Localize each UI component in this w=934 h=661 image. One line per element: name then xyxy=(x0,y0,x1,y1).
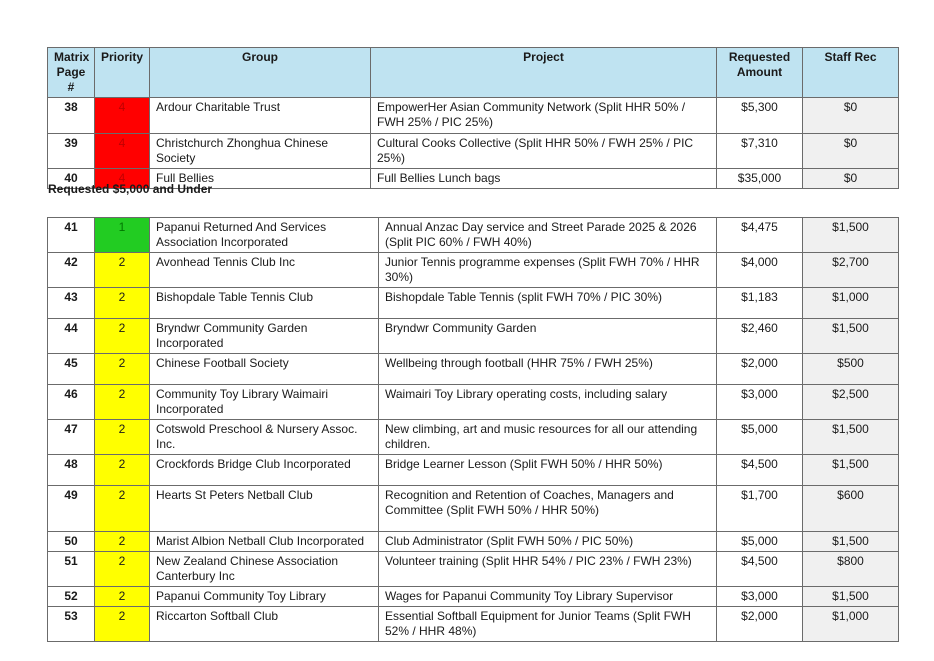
requested-amount-cell: $3,000 xyxy=(717,587,803,607)
group-cell: Crockfords Bridge Club Incorporated xyxy=(150,455,379,486)
table-row xyxy=(48,455,899,486)
table-row xyxy=(48,607,899,642)
project-cell: Volunteer training (Split HHR 54% / PIC 23% / FWH 23%) xyxy=(379,552,717,587)
table-row xyxy=(48,532,899,552)
table-row xyxy=(48,134,899,169)
priority-cell: 4 xyxy=(95,169,150,189)
table-row xyxy=(48,288,899,319)
matrix-page-cell: 41 xyxy=(48,218,95,253)
staff-rec-cell: $2,700 xyxy=(803,253,899,288)
priority-cell: 1 xyxy=(95,218,150,253)
priority-cell: 2 xyxy=(95,552,150,587)
project-cell: Bryndwr Community Garden xyxy=(379,319,717,354)
staff-rec-cell: $1,000 xyxy=(803,607,899,642)
table-row xyxy=(48,319,899,354)
matrix-page-cell: 52 xyxy=(48,587,95,607)
matrix-page-cell: 39 xyxy=(48,134,95,169)
project-cell: EmpowerHer Asian Community Network (Split HHR 50% / FWH 25% / PIC 25%) xyxy=(371,98,717,134)
header-staff-rec: Staff Rec xyxy=(803,48,899,98)
table-row xyxy=(48,552,899,587)
priority-cell: 4 xyxy=(95,134,150,169)
priority-cell: 2 xyxy=(95,354,150,385)
matrix-page-cell: 51 xyxy=(48,552,95,587)
staff-rec-cell: $600 xyxy=(803,486,899,532)
priority-cell: 2 xyxy=(95,420,150,455)
funding-table-over-5000 xyxy=(47,47,899,189)
requested-amount-cell: $4,475 xyxy=(717,218,803,253)
project-cell: Recognition and Retention of Coaches, Managers and Committee (Split FWH 50% / HHR 50%) xyxy=(379,486,717,532)
staff-rec-cell: $1,500 xyxy=(803,218,899,253)
project-cell: Waimairi Toy Library operating costs, including salary xyxy=(379,385,717,420)
project-cell: Annual Anzac Day service and Street Parade 2025 & 2026 (Split PIC 60% / FWH 40%) xyxy=(379,218,717,253)
requested-amount-cell: $7,310 xyxy=(717,134,803,169)
staff-rec-cell: $500 xyxy=(803,354,899,385)
project-cell: New climbing, art and music resources for all our attending children. xyxy=(379,420,717,455)
requested-amount-cell: $3,000 xyxy=(717,385,803,420)
table-row xyxy=(48,253,899,288)
group-cell: Riccarton Softball Club xyxy=(150,607,379,642)
requested-amount-cell: $1,183 xyxy=(717,288,803,319)
project-cell: Club Administrator (Split FWH 50% / PIC 50%) xyxy=(379,532,717,552)
table-row xyxy=(48,486,899,532)
matrix-page-cell: 38 xyxy=(48,98,95,134)
project-cell: Wages for Papanui Community Toy Library Supervisor xyxy=(379,587,717,607)
requested-amount-cell: $35,000 xyxy=(717,169,803,189)
section-heading: Requested $5,000 and Under xyxy=(48,182,213,196)
matrix-page-cell: 46 xyxy=(48,385,95,420)
staff-rec-cell: $800 xyxy=(803,552,899,587)
group-cell: Chinese Football Society xyxy=(150,354,379,385)
matrix-page-cell: 49 xyxy=(48,486,95,532)
staff-rec-cell: $0 xyxy=(803,169,899,189)
matrix-page-cell: 44 xyxy=(48,319,95,354)
matrix-page-cell: 42 xyxy=(48,253,95,288)
staff-rec-cell: $0 xyxy=(803,98,899,134)
header-group: Group xyxy=(150,48,371,98)
group-cell: Papanui Returned And Services Association Incorporated xyxy=(150,218,379,253)
priority-cell: 2 xyxy=(95,455,150,486)
priority-cell: 2 xyxy=(95,288,150,319)
priority-cell: 2 xyxy=(95,532,150,552)
header-requested-amount: Requested Amount xyxy=(717,48,803,98)
group-cell: Marist Albion Netball Club Incorporated xyxy=(150,532,379,552)
funding-table-under-5000 xyxy=(47,217,899,642)
table-row xyxy=(48,98,899,134)
group-cell: Bishopdale Table Tennis Club xyxy=(150,288,379,319)
group-cell: Cotswold Preschool & Nursery Assoc. Inc. xyxy=(150,420,379,455)
staff-rec-cell: $1,500 xyxy=(803,420,899,455)
priority-cell: 2 xyxy=(95,319,150,354)
project-cell: Bishopdale Table Tennis (split FWH 70% / PIC 30%) xyxy=(379,288,717,319)
table-header-row xyxy=(48,48,899,98)
matrix-page-cell: 45 xyxy=(48,354,95,385)
requested-amount-cell: $1,700 xyxy=(717,486,803,532)
requested-amount-cell: $2,460 xyxy=(717,319,803,354)
group-cell: Papanui Community Toy Library xyxy=(150,587,379,607)
priority-cell: 2 xyxy=(95,587,150,607)
project-cell: Essential Softball Equipment for Junior Teams (Split FWH 52% / HHR 48%) xyxy=(379,607,717,642)
matrix-page-cell: 40 xyxy=(48,169,95,189)
priority-cell: 2 xyxy=(95,486,150,532)
group-cell: New Zealand Chinese Association Canterbury Inc xyxy=(150,552,379,587)
group-cell: Hearts St Peters Netball Club xyxy=(150,486,379,532)
matrix-page-cell: 53 xyxy=(48,607,95,642)
table-row xyxy=(48,354,899,385)
table-row xyxy=(48,218,899,253)
table-row xyxy=(48,587,899,607)
project-cell: Cultural Cooks Collective (Split HHR 50% / FWH 25% / PIC 25%) xyxy=(371,134,717,169)
header-matrix-page: Matrix Page # xyxy=(48,48,95,98)
staff-rec-cell: $2,500 xyxy=(803,385,899,420)
project-cell: Junior Tennis programme expenses (Split FWH 70% / HHR 30%) xyxy=(379,253,717,288)
priority-cell: 4 xyxy=(95,98,150,134)
matrix-page-cell: 48 xyxy=(48,455,95,486)
group-cell: Full Bellies xyxy=(150,169,371,189)
group-cell: Bryndwr Community Garden Incorporated xyxy=(150,319,379,354)
requested-amount-cell: $4,000 xyxy=(717,253,803,288)
priority-cell: 2 xyxy=(95,253,150,288)
priority-cell: 2 xyxy=(95,385,150,420)
requested-amount-cell: $5,000 xyxy=(717,532,803,552)
project-cell: Bridge Learner Lesson (Split FWH 50% / HHR 50%) xyxy=(379,455,717,486)
group-cell: Avonhead Tennis Club Inc xyxy=(150,253,379,288)
project-cell: Full Bellies Lunch bags xyxy=(371,169,717,189)
table-row xyxy=(48,385,899,420)
table-row xyxy=(48,420,899,455)
group-cell: Community Toy Library Waimairi Incorporated xyxy=(150,385,379,420)
staff-rec-cell: $1,500 xyxy=(803,319,899,354)
requested-amount-cell: $4,500 xyxy=(717,552,803,587)
matrix-page-cell: 47 xyxy=(48,420,95,455)
staff-rec-cell: $0 xyxy=(803,134,899,169)
project-cell: Wellbeing through football (HHR 75% / FWH 25%) xyxy=(379,354,717,385)
staff-rec-cell: $1,500 xyxy=(803,455,899,486)
requested-amount-cell: $5,000 xyxy=(717,420,803,455)
requested-amount-cell: $4,500 xyxy=(717,455,803,486)
matrix-page-cell: 50 xyxy=(48,532,95,552)
header-project: Project xyxy=(371,48,717,98)
header-priority: Priority xyxy=(95,48,150,98)
requested-amount-cell: $5,300 xyxy=(717,98,803,134)
group-cell: Christchurch Zhonghua Chinese Society xyxy=(150,134,371,169)
requested-amount-cell: $2,000 xyxy=(717,354,803,385)
matrix-page-cell: 43 xyxy=(48,288,95,319)
staff-rec-cell: $1,000 xyxy=(803,288,899,319)
staff-rec-cell: $1,500 xyxy=(803,532,899,552)
staff-rec-cell: $1,500 xyxy=(803,587,899,607)
group-cell: Ardour Charitable Trust xyxy=(150,98,371,134)
priority-cell: 2 xyxy=(95,607,150,642)
requested-amount-cell: $2,000 xyxy=(717,607,803,642)
